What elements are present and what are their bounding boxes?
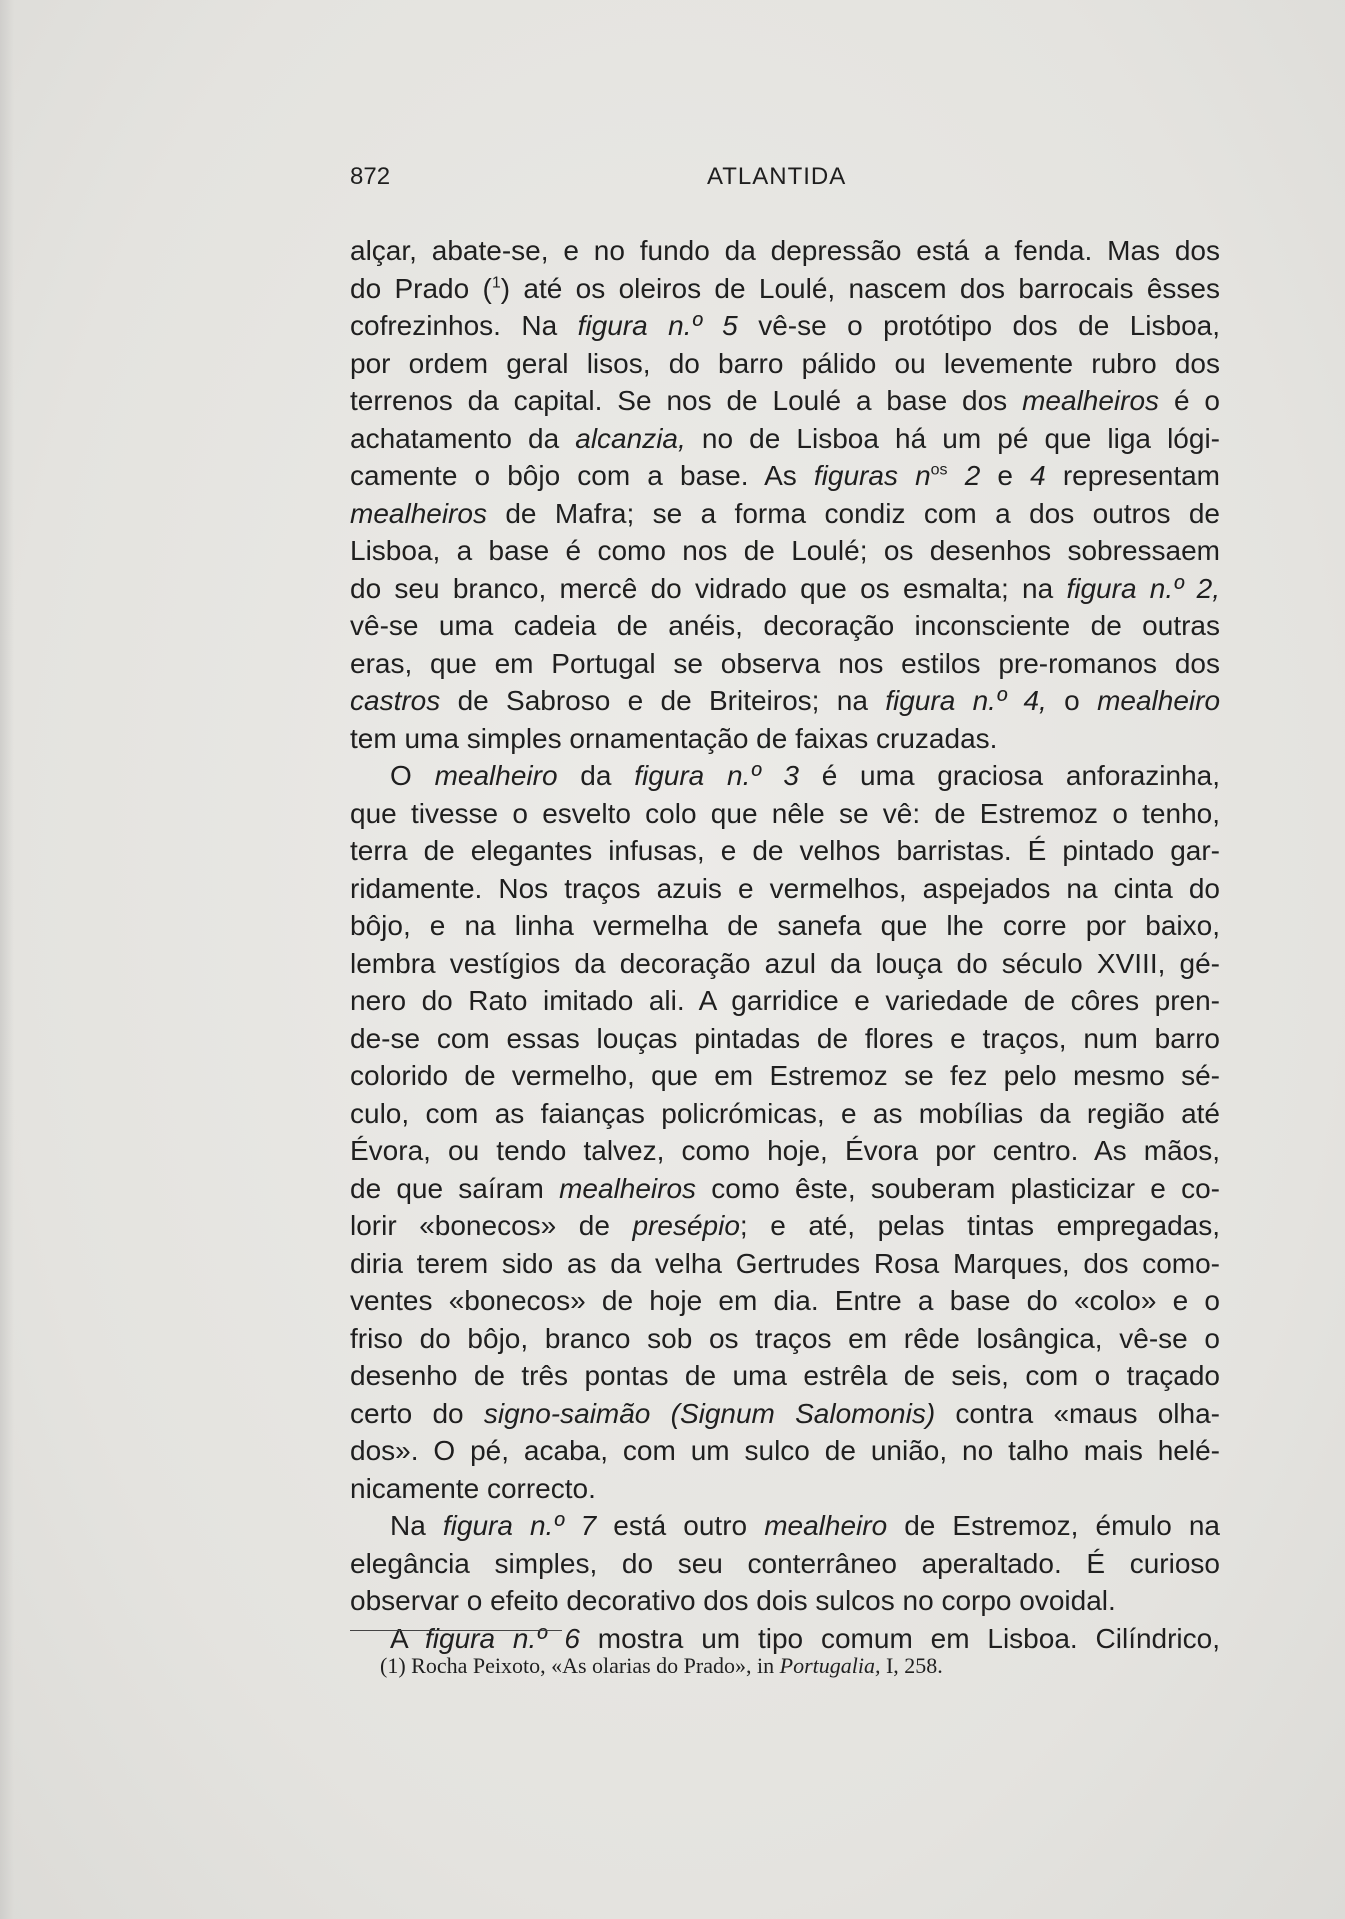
page-gutter-shadow	[0, 0, 14, 1919]
text-line: terrenos da capital. Se nos de Loulé a base dos mealheiros é o	[350, 385, 1220, 416]
text-line: dos». O pé, acaba, com um sulco de união, no talho mais helé-	[350, 1435, 1220, 1466]
text-line: camente o bôjo com a base. As figuras $n^{os}$ 2 e 4 representam	[350, 460, 1221, 491]
text-line: mealheiros de Mafra; se a forma condiz com a dos outros de	[350, 497, 1220, 529]
text-line: lembra vestígios da decoração azul da louça do século XVIII, gé-	[350, 947, 1220, 979]
text-line: de-se com essas louças pintadas de flores e traços, num barro	[350, 1022, 1220, 1054]
page-number: 872	[350, 163, 391, 190]
text-line: do Prado ($^1$) até os oleiros de Loulé, nascem dos barrocais êsses	[350, 272, 1220, 304]
text-line: ridamente. Nos traços azuis e vermelhos, aspejados na cinta do	[350, 872, 1220, 904]
text-line: lorir «bonecos» de presépio; e até, pelas tintas empregadas,	[350, 1210, 1221, 1241]
text-line: do seu branco, mercê do vidrado que os esmalta; na figura n.º 2,	[350, 572, 1221, 604]
running-title: ATLANTIDA	[707, 163, 847, 190]
text-line: nero do Rato imitado ali. A garridice e variedade de côres pren-	[350, 985, 1220, 1016]
text-line: diria terem sido as da velha Gertrudes Rosa Marques, dos como-	[350, 1247, 1220, 1279]
text-line: por ordem geral lisos, do barro pálido ou levemente rubro dos	[350, 347, 1220, 379]
text-line: tem uma simples ornamentação de faixas cruzadas.	[350, 722, 998, 754]
text-line: vê-se uma cadeia de anéis, decoração inconsciente de outras	[350, 610, 1220, 641]
text-line: bôjo, e na linha vermelha de sanefa que lhe corre por baixo,	[350, 910, 1220, 941]
footnote-divider	[350, 1630, 562, 1631]
text-line: elegância simples, do seu conterrâneo aperaltado. É curioso	[350, 1547, 1220, 1579]
text-line: friso do bôjo, branco sob os traços em rêde losângica, vê-se o	[350, 1322, 1220, 1354]
text-line: observar o efeito decorativo dos dois sulcos no corpo ovoidal.	[350, 1585, 1116, 1616]
page-header	[350, 163, 1220, 193]
text-line: de que saíram mealheiros como êste, souberam plasticizar e co-	[350, 1172, 1220, 1204]
text-line: culo, com as faianças policrómicas, e as mobílias da região até	[350, 1097, 1220, 1129]
text-line: ventes «bonecos» de hoje em dia. Entre a base do «colo» e o	[350, 1285, 1220, 1316]
text-line: O mealheiro da figura n.º 3 é uma graciosa anforazinha,	[390, 760, 1221, 791]
text-line: Na figura n.º 7 está outro mealheiro de Estremoz, émulo na	[390, 1510, 1221, 1541]
footnote-reference: 1	[491, 274, 501, 292]
text-line: eras, que em Portugal se observa nos estilos pre-romanos dos	[350, 647, 1220, 679]
text-line: Évora, ou tendo talvez, como hoje, Évora por centro. As mãos,	[350, 1135, 1220, 1166]
body-text	[350, 232, 1220, 1657]
text-line: desenho de três pontas de uma estrêla de seis, com o traçado	[350, 1360, 1220, 1391]
text-line: certo do signo-saimão (Signum Salomonis) contra «maus olha-	[350, 1397, 1220, 1429]
text-line: cofrezinhos. Na figura n.º 5 vê-se o protótipo dos de Lisboa,	[350, 310, 1221, 341]
text-line: que tivesse o esvelto colo que nêle se vê: de Estremoz o tenho,	[350, 797, 1220, 829]
text-line: alçar, abate-se, e no fundo da depressão está a fenda. Mas dos	[350, 235, 1220, 266]
text-line: nicamente correcto.	[350, 1472, 596, 1504]
text-line: achatamento da alcanzia, no de Lisboa há um pé que liga lógi-	[350, 422, 1220, 454]
text-line: terra de elegantes infusas, e de velhos barristas. É pintado gar-	[350, 835, 1220, 866]
text-line: colorido de vermelho, que em Estremoz se fez pelo mesmo sé-	[350, 1060, 1220, 1091]
text-line: A figura n.º 6 mostra um tipo comum em Lisboa. Cilíndrico,	[390, 1622, 1221, 1654]
text-line: castros de Sabroso e de Briteiros; na figura n.º 4, o mealheiro	[350, 685, 1221, 716]
footnote: (1) Rocha Peixoto, «As olarias do Prado», in Portugalia, I, 258.	[380, 1653, 943, 1678]
footnote-mark: (1)	[380, 1653, 406, 1678]
text-line: Lisboa, a base é como nos de Loulé; os desenhos sobressaem	[350, 535, 1220, 566]
